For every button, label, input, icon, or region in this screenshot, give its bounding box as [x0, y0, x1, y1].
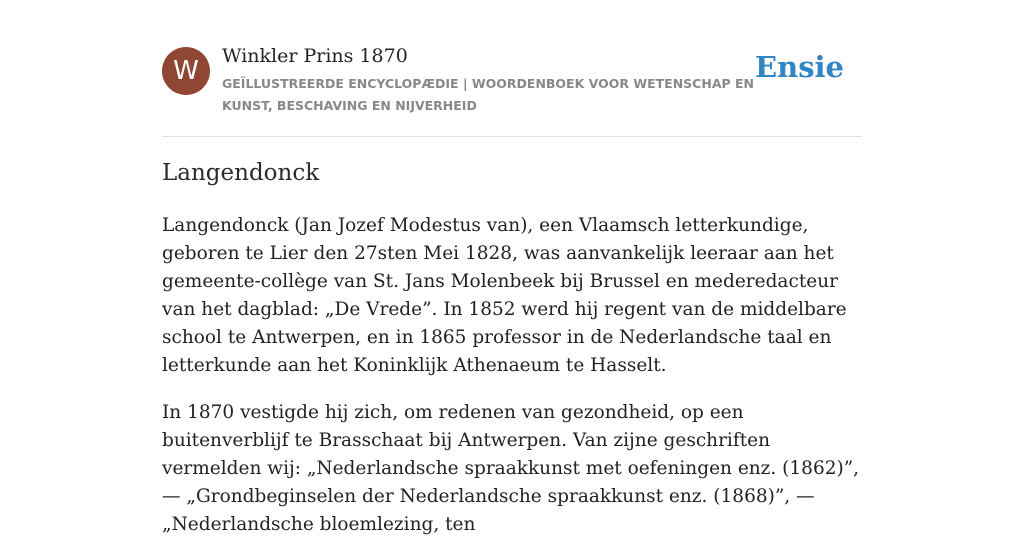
- site-title[interactable]: Winkler Prins 1870: [222, 45, 408, 67]
- site-header: [162, 44, 862, 137]
- ensie-logo-link[interactable]: Ensie: [755, 50, 844, 84]
- article-body: [162, 212, 864, 558]
- article-title: Langendonck: [162, 160, 320, 186]
- article-paragraph: In 1870 vestigde hij zich, om redenen van gezondheid, op een buitenverblijf te Brasschaat bij Antwerpen. Van zijne geschriften vermelden wij: „Nederlandsche spraakkunst met oefeningen enz. (1862)”, — „Grondbeginselen der Nederlandsche spraakkunst enz. (1868)”, — „Nederlandsche bloemlezing, ten: [162, 402, 860, 535]
- site-avatar[interactable]: W: [162, 47, 210, 95]
- site-subtitle: GEÏLLUSTREERDE ENCYCLOPÆDIE | WOORDENBOEK VOOR WETENSCHAP EN KUNST, BESCHAVING EN NIJVERHEID: [222, 76, 755, 113]
- article-paragraph: Langendonck (Jan Jozef Modestus van), een Vlaamsch letterkundige, geboren te Lier den 27sten Mei 1828, was aanvankelijk leeraar aan het gemeente-collège van St. Jans Molenbeek bij Brussel en mederedacteur van het dagblad: „De Vrede”. In 1852 werd hij regent van de middelbare school te Antwerpen, en in 1865 professor in de Nederlandsche taal en letterkunde aan het Koninklijk Athenaeum te Hasselt.: [162, 215, 847, 376]
